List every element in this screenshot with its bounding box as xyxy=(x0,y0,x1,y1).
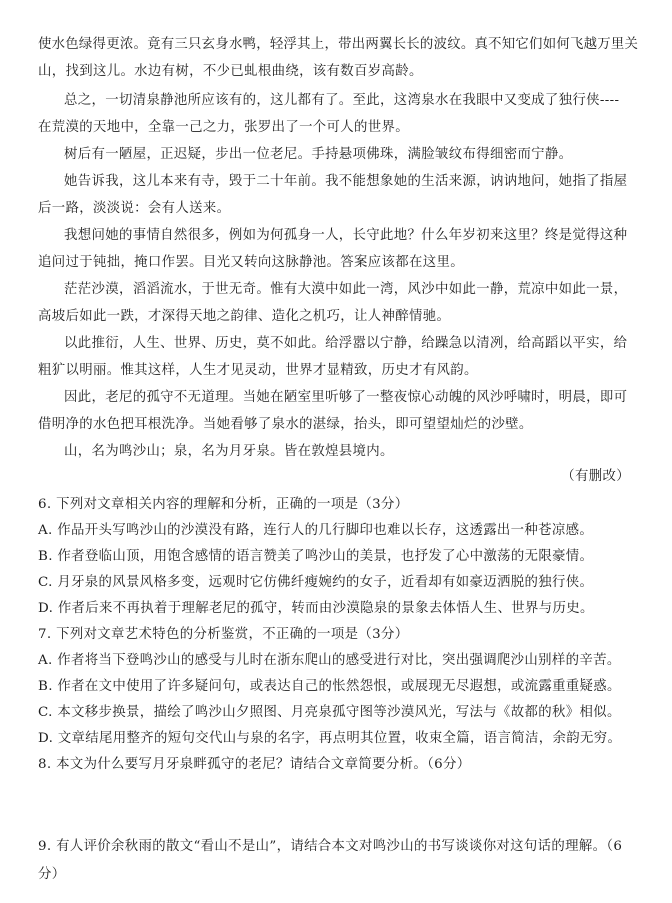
passage-paragraph: 山，名为鸣沙山；泉，名为月牙泉。皆在敦煌县境内。 xyxy=(64,444,394,459)
passage-line: 借明净的水色把耳根洗净。当她看够了泉水的湛绿，抬头，即可望望灿烂的沙壁。 xyxy=(38,417,533,432)
question-7-option-a: A. 作者将当下登鸣沙山的感受与儿时在浙东爬山的感受进行对比，突出强调爬沙山别样的辛苦。 xyxy=(38,653,621,668)
question-9-stem-continued: 分） xyxy=(38,867,66,882)
question-7-option-b: B. 作者在文中使用了许多疑问句，或表达自己的怅然怨恨，或展现无尽遐想，或流露重重疑惑。 xyxy=(38,679,621,694)
question-6-option-a: A. 作品开头写鸣沙山的沙漠没有路，连行人的几行脚印也难以长存，这透露出一种苍凉感。 xyxy=(38,523,594,538)
question-7-stem: 7. 下列对文章艺术特色的分析鉴赏，不正确的一项是（3分） xyxy=(38,627,409,642)
passage-paragraph: 树后有一陋屋，正迟疑，步出一位老尼。手持悬项佛珠，满脸皱纹布得细密而宁静。 xyxy=(64,147,573,162)
passage-paragraph: 总之，一切清泉静池所应该有的，这儿都有了。至此，这湾泉水在我眼中又变成了独行侠---- xyxy=(64,93,620,108)
passage-line: 粗犷以明丽。惟其这样，人生才见灵动，世界才显精致，历史才有风韵。 xyxy=(38,363,478,378)
passage-line: 后一路，淡淡说：会有人送来。 xyxy=(38,201,231,216)
source-note: （有删改） xyxy=(561,469,630,484)
question-9-stem: 9. 有人评价余秋雨的散文“看山不是山”，请结合本文对鸣沙山的书写谈谈你对这句话的理解。（6 xyxy=(38,839,623,854)
passage-paragraph: 因此，老尼的孤守不无道理。当她在陋室里听够了一整夜惊心动魄的风沙呼啸时，明晨，即可 xyxy=(64,390,628,405)
passage-paragraph: 我想问她的事情自然很多，例如为何孤身一人，长守此地？什么年岁初来这里？终是觉得这种 xyxy=(64,228,628,243)
passage-paragraph: 茫茫沙漠，滔滔流水，于世无奇。惟有大漠中如此一湾，风沙中如此一静，荒凉中如此一景， xyxy=(64,282,628,297)
passage-paragraph: 以此推衍，人生、世界、历史，莫不如此。给浮嚣以宁静，给躁急以清冽，给高蹈以平实，给 xyxy=(64,336,628,351)
passage-line: 追问过于钝拙，掩口作罢。目光又转向这脉静池。答案应该都在这里。 xyxy=(38,255,464,270)
question-6-option-b: B. 作者登临山顶，用饱含感情的语言赞美了鸣沙山的美景，也抒发了心中激荡的无限豪情。 xyxy=(38,549,594,564)
passage-line: 高坡后如此一跌，才深得天地之韵律、造化之机巧，让人神醉情驰。 xyxy=(38,309,451,324)
passage-paragraph: 她告诉我，这儿本来有寺，毁于二十年前。我不能想象她的生活来源，讷讷地问，她指了指屋 xyxy=(64,174,628,189)
question-6-option-d: D. 作者后来不再执着于理解老尼的孤守，转而由沙漠隐泉的景象去体悟人生、世界与历史。 xyxy=(38,601,594,616)
question-7-option-c: C. 本文移步换景，描绘了鸣沙山夕照图、月亮泉孤守图等沙漠风光，写法与《故都的秋》相似。 xyxy=(38,705,621,720)
passage-line: 山，找到这儿。水边有树，不少已虬根曲绕，该有数百岁高龄。 xyxy=(38,64,423,79)
passage-line: 在荒漠的天地中，全靠一己之力，张罗出了一个可人的世界。 xyxy=(38,120,409,135)
question-6-option-c: C. 月牙泉的风景风格多变，远观时它仿佛纤瘦婉约的女子，近看却有如豪迈洒脱的独行侠。 xyxy=(38,575,594,590)
question-8-stem: 8. 本文为什么要写月牙泉畔孤守的老尼？请结合文章简要分析。（6分） xyxy=(38,757,471,772)
question-7-option-d: D. 文章结尾用整齐的短句交代山与泉的名字，再点明其位置，收束全篇，语言简洁，余韵无穷。 xyxy=(38,731,622,746)
passage-line: 使水色绿得更浓。竟有三只玄身水鸭，轻浮其上，带出两翼长长的波纹。真不知它们如何飞越万里关 xyxy=(38,37,639,52)
question-6-stem: 6. 下列对文章相关内容的理解和分析，正确的一项是（3分） xyxy=(38,497,409,512)
